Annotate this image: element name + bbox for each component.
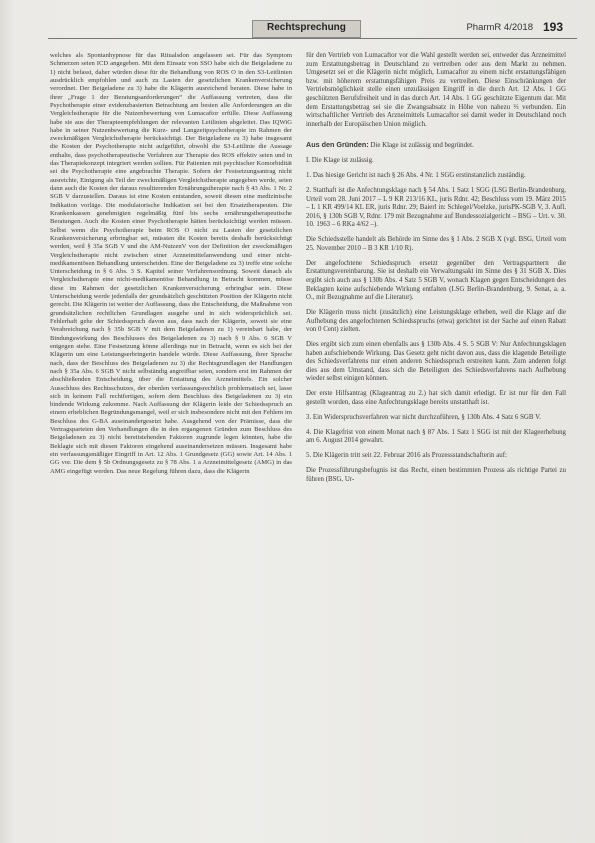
right-column-continuation: für den Vertrieb von Lumacaftor vor die Wahl gestellt werden sei, entweder das Arzneimittel zum Erstattungsbetrag in Deutschland zu vertreiben oder aus dem Markt zu nehmen. Umgesetzt sei er die Klägerin nicht möglich, Lumacaftor zu einem nicht erstattungsfähigen bzw. mit höherem erstattungsfähigen Preis zu vertreiben. Diese Einschränkungen der Vertriebsmöglichkeit stelle einen unzulässigen Eingriff in die durch Art. 12 Abs. 1 GG geschützten Berufsfreiheit und in das durch Art. 14 Abs. 1 GG geschützte Eigentum dar. Mit dem Erstattungsbetrag sei sie die Zwangsabsatz in Höhe von nahezu ⅔ verbunden. Ein wirtschaftlicher Vertrieb des Arzneimittels Lumacaftor sei damit weder in Deutschland noch innerhalb der Europäischen Union möglich. — [306, 52, 566, 128]
paragraph: Die Schiedsstelle handelt als Behörde im Sinne des § 1 Abs. 2 SGB X (vgl. BSG, Urteil vom 25. November 2010 – B 3 KR 1/10 R). — [306, 236, 566, 252]
left-column-text: welches als Spontanhypnose für das Ritualsdon angelassen sei. Für das Symptom Schmerzen seien ICD angegeben. Mit dem Einsatz von SSO habe sich die Beigeladene zu 1) nicht befasst, daher würden diese für die Behandlung von ROS O in den S3-Leitlinien ausdrücklich empfohlen und auch zu Lasten der gesetzlichen Krankenversicherung verordnet. Der Beigeladene zu 3) habe die Klägerin ausreichend beraten. Diese habe in ihrer „Frage 1 der Beratungsanforderungen“ die Auffassung vertreten, dass die Psychotherapie einer evidenzbasierten Betrachtung am besten alle Anforderungen an die Vergleichstherapie für die Nutzenbewertung von Lumacaftor erfülle. Diese Auffassung habe sie aus der Therapieempfehlungen der relevanten Leitlinien abgeleitet. Das IQWiG habe in seiner Nutzenbewertung die Kurz- und Langzeitpsychotherapie im Rahmen der zweckmäßigen Vergleichstherapie berücksichtigt. Der Beigeladene zu 3) habe insgesamt die Kosten der Psychotherapie nicht aufgeführt, obwohl die S3-Leitlinie die Aussage enthalte, dass psychotherapeutische Verfahren zur Therapie des ROS effektiv seien und in das Therapiekonzept integriert werden sollten. Für Patienten mit psychischer Komorbidität sei die Psychotherapie eine angebrachte Therapie. Sofern der Festsetzungsantrag nicht ausreichte, Einigung als Teil der zweckmäßigen Vergleichstherapie angegeben werde, seien dann auch die Kosten der daraus resultierenden Ernährungstherapie nach § 43 Abs. 1 Nr. 2 SGB V darzustellen. Daraus ist eine Kosten entstanden, soweit diesen eine medizinische Indikation vorläge. Die modulatorische Indikation sei bei den Ersatztherapeuten. Die Krankenkassen genehmigten regelmäßig fünf bis sechs ernährungstherapeutische Beratungen. Auch die Kosten einer Psychotherapie hätten berücksichtigt werden müssen. Selbst wenn die Psychotherapie beim ROS O nicht zu Lasten der gesetzlichen Krankenversicherung erbringbar sei, müssten die Kosten bereits deshalb berücksichtigt werden, weil § 35a SGB V und die AM-NutzenV von der Definition der zweckmäßigen Vergleichstherapie nicht zwischen einer Arzneimittelanwendung und einer nicht-medikamentösen Behandlung unterscheiden. Eine der Beigeladene zu 3) treffe eine solche Unterscheidung in § 6 Abs. 3 S. Kapitel seiner Verfahrensordnung. Soweit danach als Vergleichstherapie eine nicht-medikamentöse Behandlung in Betracht kommen, müsse diese im Rahmen der gesetzlichen Krankenversicherung erbringbar sein. Diese Unterscheidung werde jedenfalls der grundsätzlich geschützten Position der Klägerin nicht gerecht. Die Klägerin ist weiter der Auffassung, dass die Entscheidung, die Maßnahme von grundsätzlichen rechtlichen Grundlagen ausgehe und in sich widersprüchlich sei. Fehlerhaft gehe der Schiedsspruch davon aus, dass nach der Klägerin, soweit sie eine Verabreichung nach § 35b SGB V mit dem Beigeladenen zu 1) vereinbart habe, der Bindungswirkung des Beschlusses des Beigeladenen zu 3) nach § 9 Abs. 6 SGB V entgegen stehe. Eine Festsetzung könne allerdings nur in Betracht, wenn es sich bei der Klägerin um eine Leistungserbringerin handele würde. Diese Auffassung, ihrer Sprache nach, dass der Beschluss des Beigeladenen zu 3) die Rechtsgrundlagen der Handlungen nach § 35a Abs. 6 SGB V nicht selbständig angreifbar seien, sondern erst im Rahmen der abschließenden Entscheidung, über die Erstattung des Arzneimittels. Ein solcher Ausschluss des Rechtsschutzes, der obenlen verfassungsrechtlich problematisch sei, lasse sich in keinem Fall rechtfertigen, sofern dem Beschluss des Beigeladenen zu 3) ein bindende Wirkung zukomme. Nach Auffassung der Klägerin leide der Schiedsspruch an einem erheblichen Begründungsmangel, weil er sich insbesondere nicht mit den Fehlern im Beschluss des G-BA auseinandergesetzt habe. Ausgehend von der Prämisse, dass die Vertragsparteien den Verhandlungen die in den ergangenen Gründen zum Beschluss des Beigeladenen zu 3) nicht bereitstehenden Faktoren zugrunde legen könnten, habe die Beklagte sich mit diesen Faktoren eingehend auseinandersetzen müssen. Insgesamt habe ein verfassungsmäßiger Eingriff in Art. 12 Abs. 1 Grundgesetz (GG) sowie Art. 14 Abs. 1 GG vor. Die dem § 5b Ordnungsgesetz zu § 78 Abs. 1 a Arzneimittelgesetz (AMG) in das AMG eingefügt werden. Das neue Regelung führen dazu, dass die Klägerin — [50, 52, 292, 475]
section-label: Rechtsprechung — [252, 20, 361, 38]
paragraph: Die Klägerin muss nicht (zusätzlich) eine Leistungsklage erheben, weil die Klage auf die Aufhebung des angefochtenen Schiedsspruchs (etwa) gerichtet ist der Sache auf einen Rabatt von 0 Cent) zielten. — [306, 309, 566, 334]
paragraph: 3. Ein Widerspruchsverfahren war nicht durchzuführen, § 130b Abs. 4 Satz 6 SGB V. — [306, 413, 541, 421]
paragraph: I. Die Klage ist zulässig. — [306, 157, 374, 165]
page-number: 193 — [542, 20, 563, 34]
right-column — [306, 52, 566, 824]
reasons-heading: Aus den Gründen: — [306, 140, 369, 150]
paragraph: 5. Die Klägerin tritt seit 22. Februar 2016 als Prozessstandschafterin auf: — [306, 452, 507, 460]
header-rule — [48, 38, 577, 39]
left-column — [50, 52, 292, 824]
paragraph: Die Prozessführungsbefugnis ist das Recht, einen bestimmten Prozess als richtige Partei zu führen (BSG, Ur- — [306, 467, 566, 483]
paragraph: Der erste Hilfsantrag (Klageantrag zu 2.) hat sich damit erledigt. Er ist nur für den Fall gestellt worden, dass eine Anfechtungsklage bereits unstatthaft ist. — [306, 390, 566, 406]
paragraph: Der angefochtene Schiedsspruch ersetzt gegenüber den Vertragspartnern die Erstattungsvereinbarung. Sie ist deshalb ein Verwaltungsakt im Sinne des § 31 SGB X. Dies ergibt sich auch aus § 130b Abs. 4 Satz 5 SGB V, wonach Klagen gegen Entscheidungen des Beklagten keine aufschiebende Wirkung entfalten (LSG Berlin-Brandenburg, 9. Senat, a. a. O., mit Bezugnahme auf die Literatur). — [306, 259, 566, 302]
paragraph: Dies ergibt sich zum einen ebenfalls aus § 130b Abs. 4 S. 5 SGB V: Nur Anfechtungsklagen haben aufschiebende Wirkung. Das Gesetz geht nicht davon aus, dass die klagende Beteiligte des Schiedsverfahrens nur einen anderen Schiedsspruch erstreiten kann. Zum anderen folgt dies aus dem Umstand, dass sich die Beteiligten des Schiedsverfahrens nach Aufhebung wieder selbst einigen können. — [306, 341, 566, 383]
paragraph: 2. Statthaft ist die Anfechtungsklage nach § 54 Abs. 1 Satz 1 SGG (LSG Berlin-Brandenburg, Urteil vom 28. Juni 2017 – L 9 KR 213/16 KL, juris Rdnr. 42; Beschluss vom 19. März 2015 – L 1 KR 499/14 KL ER, juris Rdnr. 29; Baierl in: Schlegel/Voelzke, jurisPK-SGB V, 3. Aufl. 2016, § 130b SGB V, Rdnr. 179 mit Bezugnahme auf Bundessozialgericht – BSG – Urt. v. 30. 10. 1963 – 6 RKa 4/62 –). — [306, 187, 566, 229]
paragraph: 1. Das hiesige Gericht ist nach § 26 Abs. 4 Nr. 1 SGG erstinstanzlich zuständig. — [306, 172, 526, 180]
journal-reference: PharmR 4/2018 — [466, 22, 533, 33]
page-header — [46, 14, 575, 36]
paragraph: 4. Die Klagefrist von einem Monat nach § 87 Abs. 1 Satz 1 SGG ist mit der Klageerhebung am 6. August 2014 gewahrt. — [306, 428, 566, 445]
reasons-paragraph — [306, 141, 566, 151]
reasons-intro: Die Klage ist zulässig und begründet. — [370, 142, 474, 150]
